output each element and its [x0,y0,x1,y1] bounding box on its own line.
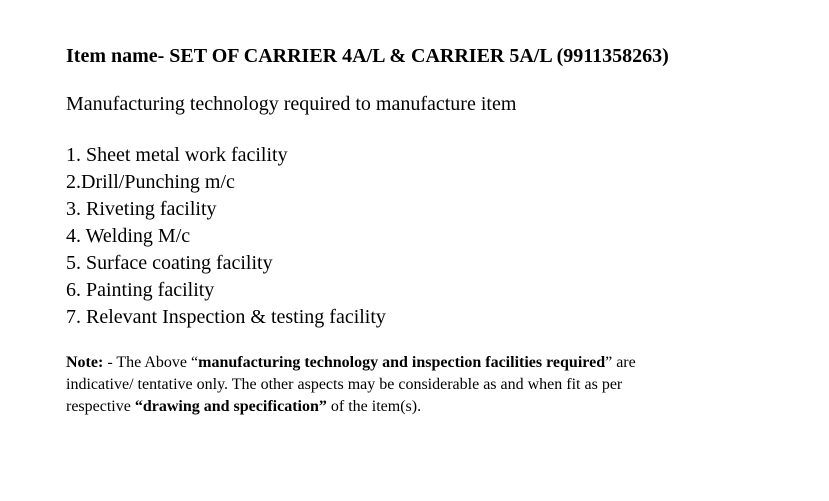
manufacturing-technology-subtitle: Manufacturing technology required to manufacture item [66,93,517,115]
note-text: respective [66,398,135,415]
item-name-title: Item name- SET OF CARRIER 4A/L & CARRIER 5A/L (9911358263) [66,45,669,67]
note-bold-phrase-2: “drawing and specification” [134,398,327,415]
facility-list [66,142,799,331]
note-label: Note: [66,354,104,371]
note-bold-phrase-1: manufacturing technology and inspection facilities required [198,354,606,371]
note-text: - The Above “ [103,354,199,371]
note-text: ” are [605,354,636,371]
facility-item-2: 2.Drill/Punching m/c [66,171,235,193]
facility-item-7: 7. Relevant Inspection & testing facility [66,306,386,328]
facility-item-5: 5. Surface coating facility [66,252,273,274]
note-paragraph [66,352,799,418]
facility-item-6: 6. Painting facility [66,279,215,301]
facility-item-4: 4. Welding M/c [66,225,191,247]
note-text: indicative/ tentative only. The other aspects may be considerable as and when fit as per [66,376,623,393]
facility-item-3: 3. Riveting facility [66,198,217,220]
note-text: of the item(s). [326,398,422,415]
facility-item-1: 1. Sheet metal work facility [66,144,288,166]
